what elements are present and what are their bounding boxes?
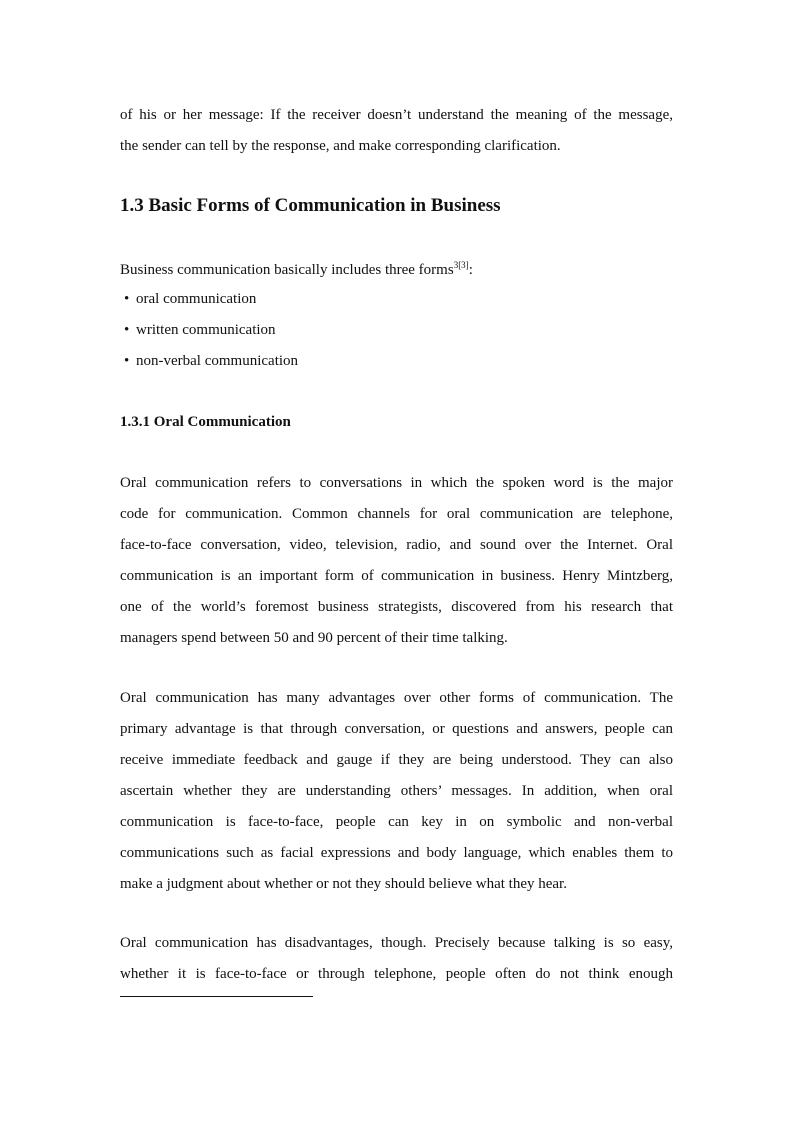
paragraph-line: communication is an important form of communication in business. Henry Mintzberg, [120, 568, 673, 584]
body-paragraph [120, 928, 673, 990]
paragraph-line: face-to-face conversation, video, television, radio, and sound over the Internet. Oral [120, 537, 673, 553]
list-item-label: non-verbal communication [136, 353, 299, 369]
continuation-paragraph [120, 100, 673, 162]
paragraph-line: Oral communication refers to conversations in which the spoken word is the major [120, 475, 673, 491]
paragraph-line: communication is face-to-face, people can key in on symbolic and non-verbal [120, 814, 673, 830]
paragraph-line: the sender can tell by the response, and make corresponding clarification. [120, 138, 561, 154]
list-item [124, 318, 298, 349]
citation-marker: 3[3] [453, 260, 469, 270]
paragraph-line: managers spend between 50 and 90 percent of their time talking. [120, 630, 508, 646]
list-item [124, 349, 298, 380]
paragraph-line: ascertain whether they are understanding others’ messages. In addition, when oral [120, 783, 673, 799]
body-paragraph [120, 468, 673, 654]
paragraph-line: receive immediate feedback and gauge if they are being understood. They can also [120, 752, 673, 768]
bullet-icon: • [124, 291, 130, 307]
body-paragraph [120, 683, 673, 900]
intro-end: : [468, 262, 473, 278]
paragraph-line: primary advantage is that through conversation, or questions and answers, people can [120, 721, 673, 737]
paragraph-line: of his or her message: If the receiver doesn’t understand the meaning of the message, [120, 107, 673, 123]
paragraph-line: make a judgment about whether or not they should believe what they hear. [120, 876, 567, 892]
paragraph-line: code for communication. Common channels for oral communication are telephone, [120, 506, 673, 522]
paragraph-line: whether it is face-to-face or through telephone, people often do not think enough [120, 966, 673, 982]
bullet-icon: • [124, 353, 130, 369]
subsection-heading: 1.3.1 Oral Communication [120, 414, 291, 430]
intro-text: Business communication basically includes three forms [120, 262, 454, 278]
footnote-separator [120, 996, 313, 997]
list-item-label: oral communication [136, 291, 257, 307]
paragraph-line: one of the world’s foremost business strategists, discovered from his research that [120, 599, 673, 615]
paragraph-line: Oral communication has disadvantages, though. Precisely because talking is so easy, [120, 935, 673, 951]
section-intro [120, 258, 473, 282]
paragraph-line: Oral communication has many advantages over other forms of communication. The [120, 690, 673, 706]
bullet-icon: • [124, 322, 130, 338]
list-item-label: written communication [136, 322, 276, 338]
paragraph-line: communications such as facial expressions and body language, which enables them to [120, 845, 673, 861]
forms-list [124, 287, 298, 380]
section-heading: 1.3 Basic Forms of Communication in Business [120, 195, 501, 216]
list-item [124, 287, 298, 318]
